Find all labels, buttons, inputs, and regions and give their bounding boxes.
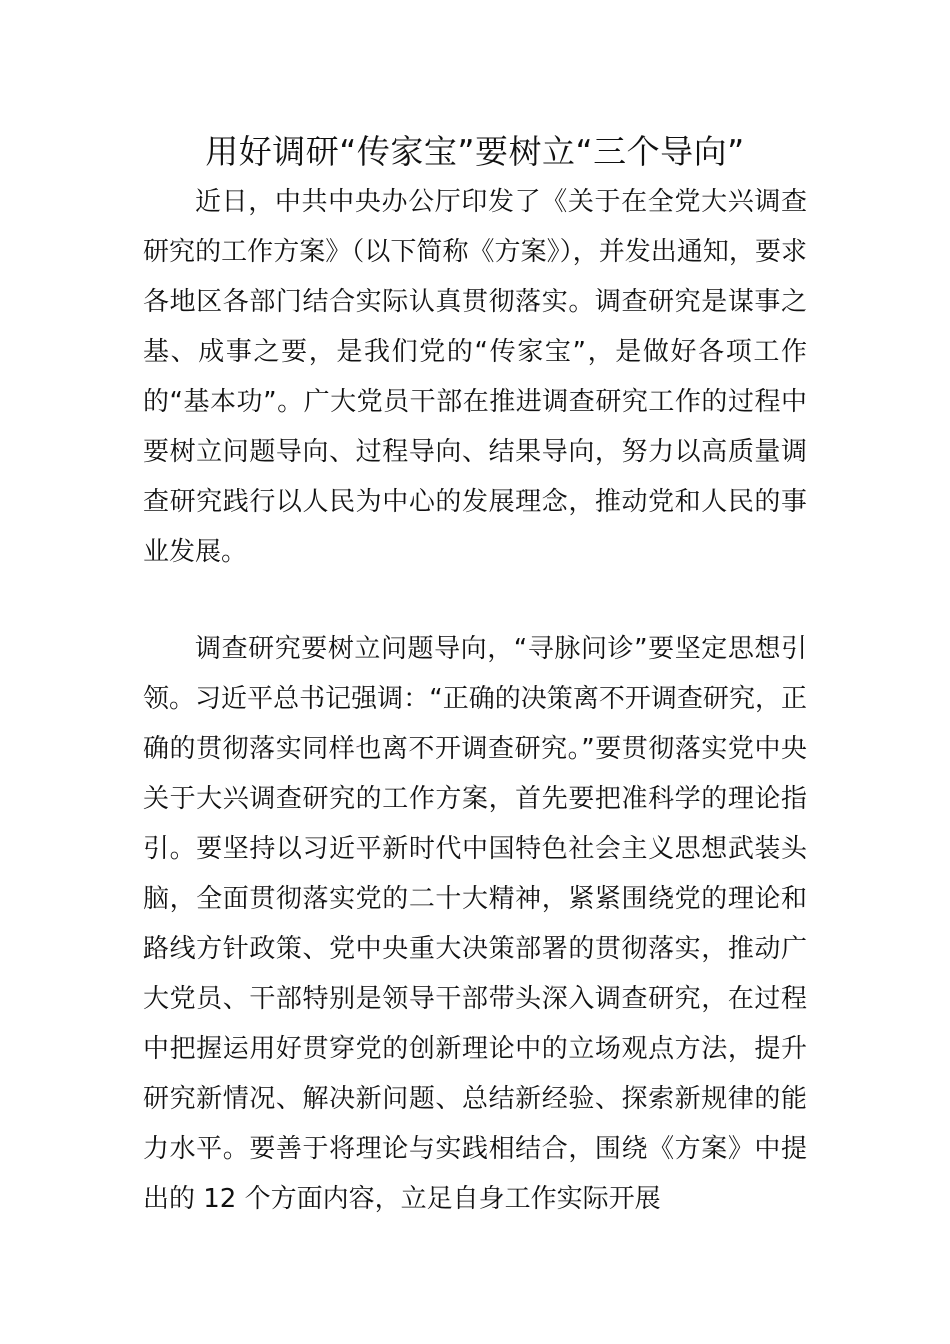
paragraph-intro: 近日，中共中央办公厅印发了《关于在全党大兴调查研究的工作方案》（以下简称《方案》），并发出通知，要求各地区各部门结合实际认真贯彻落实。调查研究是谋事之基、成事之要，是我们党的“传家宝”，是做好各项工作的“基本功”。广大党员干部在推进调查研究工作的过程中要树立问题导向、过程导向、结果导向，努力以高质量调查研究践行以人民为中心的发展理念，推动党和人民的事业发展。 [143,187,807,567]
document-title: 用好调研“传家宝”要树立“三个导向” [205,132,745,171]
paragraph-problem-orientation: 调查研究要树立问题导向，“寻脉问诊”要坚定思想引领。习近平总书记强调：“正确的决策离不开调查研究，正确的贯彻落实同样也离不开调查研究。”要贯彻落实党中央关于大兴调查研究的工作方案，首先要把准科学的理论指引。要坚持以习近平新时代中国特色社会主义思想武装头脑，全面贯彻落实党的二十大精神，紧紧围绕党的理论和路线方针政策、党中央重大决策部署的贯彻落实，推动广大党员、干部特别是领导干部带头深入调查研究，在过程中把握运用好贯穿党的创新理论中的立场观点方法，提升研究新情况、解决新问题、总结新经验、探索新规律的能力水平。要善于将理论与实践相结合，围绕《方案》中提出的 12 个方面内容，立足自身工作实际开展 [143,634,807,1214]
